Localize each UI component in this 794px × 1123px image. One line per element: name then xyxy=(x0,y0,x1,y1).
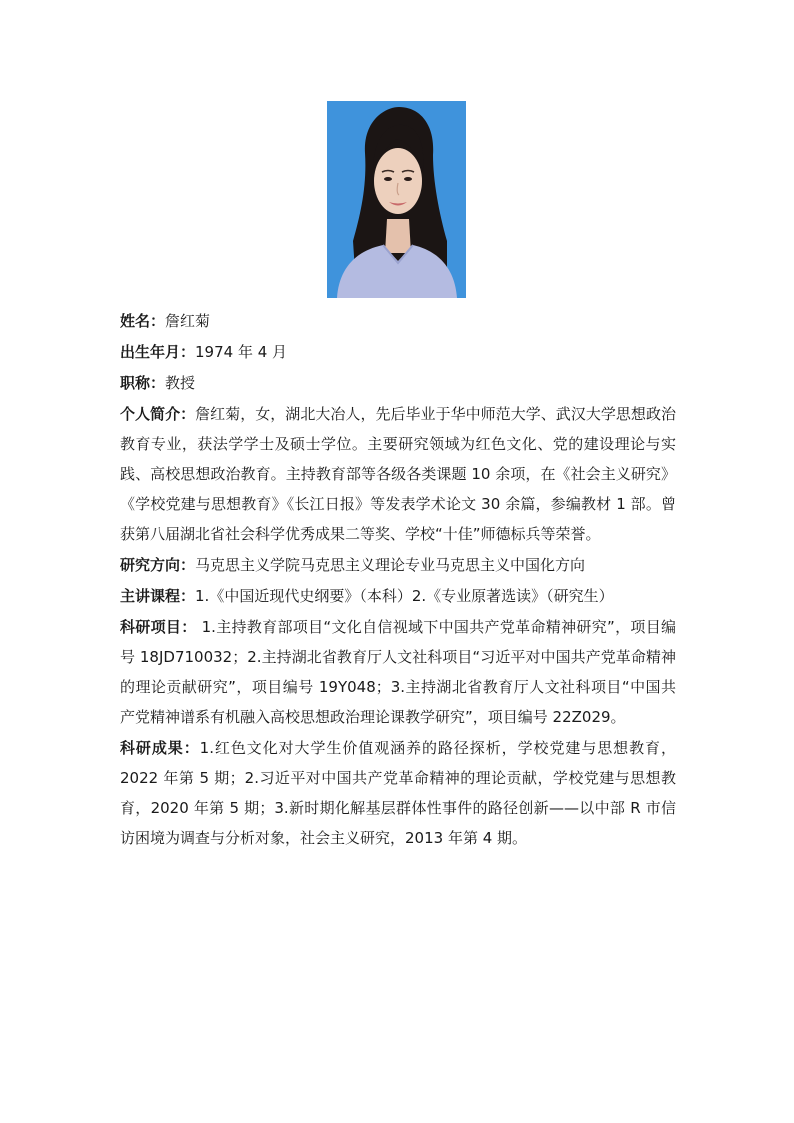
bio-paragraph xyxy=(120,399,676,549)
name-row xyxy=(120,306,676,336)
name-value: 詹红菊 xyxy=(165,312,211,330)
portrait-photo xyxy=(327,101,466,298)
birth-label: 出生年月： xyxy=(120,343,196,361)
direction-row xyxy=(120,550,676,580)
projects-text: 1.主持教育部项目“文化自信视域下中国共产党革命精神研究”，项目编号 18JD710032；2.主持湖北省教育厅人文社科项目“习近平对中国共产党革命精神的理论贡献研究”，项目编号 19Y048；3.主持湖北省教育厅人文社科项目“中国共产党精神谱系有机融入高校思想政治理论课教学研究”，项目编号 22Z029。 xyxy=(120,618,676,726)
title-value: 教授 xyxy=(165,374,196,392)
courses-value: 1.《中国近现代史纲要》（本科）2.《专业原著选读》（研究生） xyxy=(195,587,614,605)
projects-paragraph xyxy=(120,612,676,732)
birth-value: 1974 年 4 月 xyxy=(195,343,288,361)
results-text: 1.红色文化对大学生价值观涵养的路径探析，学校党建与思想教育，2022 年第 5 期；2.习近平对中国共产党革命精神的理论贡献，学校党建与思想教育，2020 年第 5 期；3.新时期化解基层群体性事件的路径创新——以中部 R 市信访困境为调查与分析对象，社会主义研究，2013 年第 4 期。 xyxy=(120,739,676,847)
results-label: 科研成果： xyxy=(120,739,200,757)
bio-text: 詹红菊，女，湖北大冶人，先后毕业于华中师范大学、武汉大学思想政治教育专业，获法学学士及硕士学位。主要研究领域为红色文化、党的建设理论与实践、高校思想政治教育。主持教育部等各级各类课题 10 余项，在《社会主义研究》《学校党建与思想教育》《长江日报》等发表学术论文 30 余篇，参编教材 1 部。曾获第八届湖北省社会科学优秀成果二等奖、学校“十佳”师德标兵等荣誉。 xyxy=(120,405,676,543)
title-label: 职称： xyxy=(120,374,166,392)
courses-label: 主讲课程： xyxy=(120,587,196,605)
profile-content xyxy=(120,306,676,853)
direction-label: 研究方向： xyxy=(120,556,196,574)
bio-label: 个人简介： xyxy=(120,405,196,423)
projects-label: 科研项目： xyxy=(120,618,197,636)
name-label: 姓名： xyxy=(120,312,166,330)
title-row xyxy=(120,368,676,398)
courses-row xyxy=(120,581,676,611)
birth-row xyxy=(120,337,676,367)
results-paragraph xyxy=(120,733,676,853)
direction-value: 马克思主义学院马克思主义理论专业马克思主义中国化方向 xyxy=(195,556,586,574)
